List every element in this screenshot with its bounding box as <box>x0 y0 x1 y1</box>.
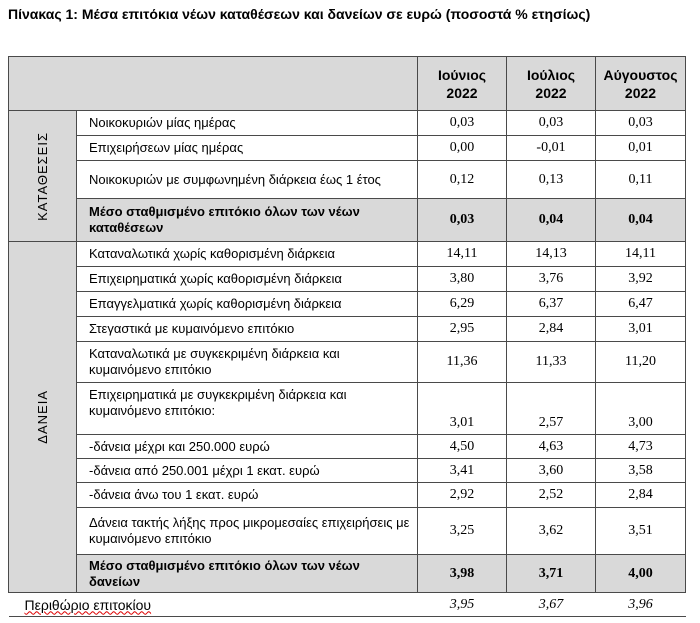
value-cell: 3,58 <box>596 459 686 483</box>
header-blank-cell <box>9 57 418 111</box>
value-cell: 2,52 <box>507 483 596 508</box>
row-label: Καταναλωτικά χωρίς καθορισμένη διάρκεια <box>77 242 418 267</box>
value-cell: 6,37 <box>507 292 596 317</box>
value-cell: 0,03 <box>507 111 596 136</box>
value-cell: 11,36 <box>418 342 507 383</box>
table-row <box>9 317 686 342</box>
table-row <box>9 459 686 483</box>
row-label: Επιχειρήσεων μίας ημέρας <box>77 136 418 161</box>
table-row <box>9 242 686 267</box>
row-label: Μέσο σταθμισμένο επιτόκιο όλων των νέων δανείων <box>77 555 418 593</box>
table-row <box>9 267 686 292</box>
value-cell: -0,01 <box>507 136 596 161</box>
row-label: Νοικοκυριών μίας ημέρας <box>77 111 418 136</box>
row-label: Στεγαστικά με κυμαινόμενο επιτόκιο <box>77 317 418 342</box>
value-cell: 0,03 <box>418 111 507 136</box>
value-cell: 4,73 <box>596 435 686 459</box>
value-cell: 0,04 <box>596 199 686 242</box>
value-cell: 11,33 <box>507 342 596 383</box>
row-label: Επαγγελματικά χωρίς καθορισμένη διάρκεια <box>77 292 418 317</box>
value-cell: 3,96 <box>596 593 686 617</box>
value-cell: 14,13 <box>507 242 596 267</box>
value-cell: 3,62 <box>507 508 596 555</box>
value-cell: 3,67 <box>507 593 596 617</box>
table-row <box>9 435 686 459</box>
value-cell: 3,71 <box>507 555 596 593</box>
value-cell: 0,03 <box>596 111 686 136</box>
value-cell: 2,84 <box>507 317 596 342</box>
deposits-total-row <box>9 199 686 242</box>
value-cell: 0,13 <box>507 161 596 199</box>
table-row <box>9 342 686 383</box>
value-cell: 3,01 <box>596 317 686 342</box>
value-cell: 4,00 <box>596 555 686 593</box>
header-row <box>9 57 686 111</box>
value-cell: 11,20 <box>596 342 686 383</box>
value-cell: 6,29 <box>418 292 507 317</box>
value-cell: 2,92 <box>418 483 507 508</box>
value-cell: 0,03 <box>418 199 507 242</box>
value-cell: 2,95 <box>418 317 507 342</box>
value-cell: 3,76 <box>507 267 596 292</box>
row-label: Νοικοκυριών με συμφωνημένη διάρκεια έως 1 έτος <box>77 161 418 199</box>
value-cell: 3,80 <box>418 267 507 292</box>
value-cell: 3,60 <box>507 459 596 483</box>
loans-section-label: ΔΑΝΕΙΑ <box>9 242 77 593</box>
value-cell: 14,11 <box>596 242 686 267</box>
column-header-august: Αύγουστος 2022 <box>596 57 686 111</box>
value-cell: 3,95 <box>418 593 507 617</box>
value-cell: 0,12 <box>418 161 507 199</box>
table-row <box>9 383 686 435</box>
value-cell: 0,11 <box>596 161 686 199</box>
value-cell: 2,84 <box>596 483 686 508</box>
value-cell: 0,01 <box>596 136 686 161</box>
row-label: Μέσο σταθμισμένο επιτόκιο όλων των νέων καταθέσεων <box>77 199 418 242</box>
column-header-june: Ιούνιος 2022 <box>418 57 507 111</box>
row-label: Περιθώριο επιτοκίου <box>9 593 418 617</box>
row-label: Επιχειρηματικά με συγκεκριμένη διάρκεια και κυμαινόμενο επιτόκιο: <box>77 383 418 435</box>
row-label: -δάνεια μέχρι και 250.000 ευρώ <box>77 435 418 459</box>
row-label: -δάνεια άνω του 1 εκατ. ευρώ <box>77 483 418 508</box>
row-label: Καταναλωτικά με συγκεκριμένη διάρκεια και κυμαινόμενο επιτόκιο <box>77 342 418 383</box>
column-header-july: Ιούλιος 2022 <box>507 57 596 111</box>
value-cell: 6,47 <box>596 292 686 317</box>
interest-margin-row <box>9 593 686 617</box>
row-label: Δάνεια τακτής λήξης προς μικρομεσαίες επιχειρήσεις με κυμαινόμενο επιτόκιο <box>77 508 418 555</box>
value-cell: 3,41 <box>418 459 507 483</box>
value-cell: 3,25 <box>418 508 507 555</box>
table-row <box>9 292 686 317</box>
row-label: -δάνεια από 250.001 μέχρι 1 εκατ. ευρώ <box>77 459 418 483</box>
value-cell: 0,04 <box>507 199 596 242</box>
table-row <box>9 161 686 199</box>
interest-rates-table <box>8 56 686 617</box>
value-cell: 3,51 <box>596 508 686 555</box>
table-row <box>9 483 686 508</box>
table-row <box>9 136 686 161</box>
value-cell: 0,00 <box>418 136 507 161</box>
value-cell: 14,11 <box>418 242 507 267</box>
row-label: Επιχειρηματικά χωρίς καθορισμένη διάρκεια <box>77 267 418 292</box>
table-title: Πίνακας 1: Μέσα επιτόκια νέων καταθέσεων και δανείων σε ευρώ (ποσοστά % ετησίως) <box>8 6 591 22</box>
value-cell: 3,01 <box>418 383 507 435</box>
deposits-section-label: ΚΑΤΑΘΕΣΕΙΣ <box>9 111 77 242</box>
value-cell: 3,98 <box>418 555 507 593</box>
value-cell: 3,00 <box>596 383 686 435</box>
value-cell: 4,50 <box>418 435 507 459</box>
table-row <box>9 111 686 136</box>
value-cell: 2,57 <box>507 383 596 435</box>
value-cell: 4,63 <box>507 435 596 459</box>
loans-total-row <box>9 555 686 593</box>
table-row <box>9 508 686 555</box>
value-cell: 3,92 <box>596 267 686 292</box>
